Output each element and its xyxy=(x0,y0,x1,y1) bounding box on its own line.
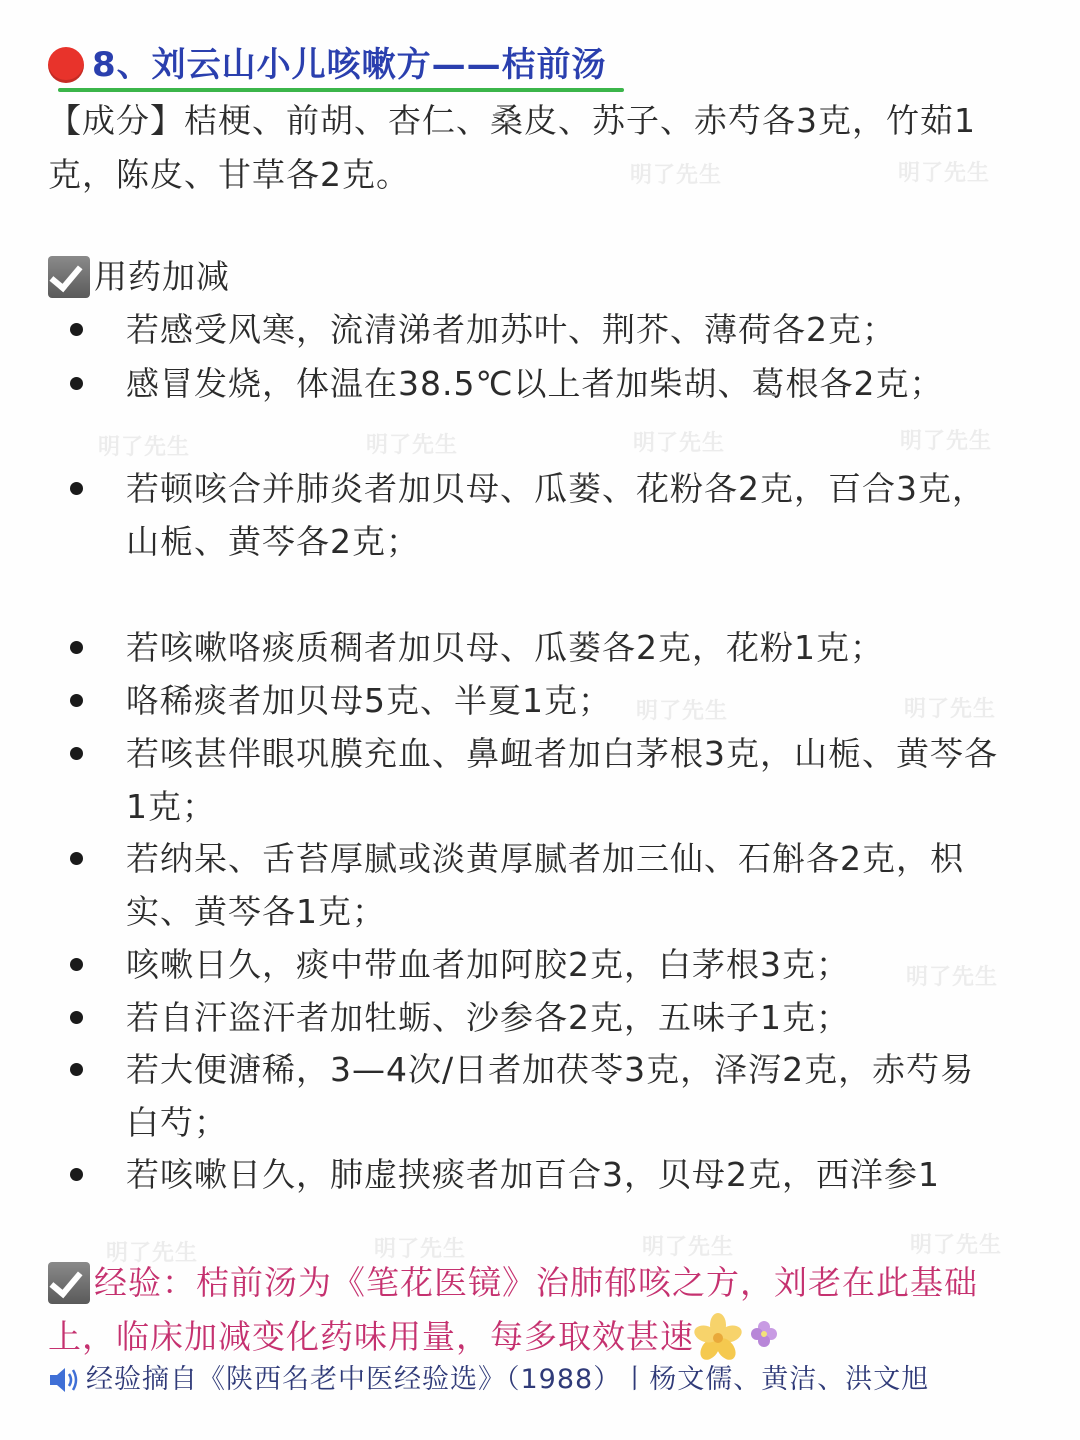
list-item-text: 若纳呆、舌苔厚腻或淡黄厚腻者加三仙、石斛各2克，枳实、黄芩各1克； xyxy=(126,839,964,931)
watermark: 明了先生 xyxy=(642,1235,735,1260)
ingredients-paragraph: 【成分】桔梗、前胡、杏仁、桑皮、苏子、赤芍各3克，竹茹1克，陈皮、甘草各2克。 xyxy=(48,101,976,194)
watermark: 明了先生 xyxy=(630,163,723,188)
watermark: 明了先生 xyxy=(898,161,991,186)
bullet-icon xyxy=(70,747,83,760)
watermark: 明了先生 xyxy=(374,1237,467,1262)
title-underline xyxy=(58,88,624,92)
watermark: 明了先生 xyxy=(636,699,729,724)
list-item-text: 感冒发烧，体温在38.5℃以上者加柴胡、葛根各2克； xyxy=(126,364,944,403)
list-item xyxy=(60,674,1020,727)
bullet-icon xyxy=(70,323,83,336)
list-item xyxy=(60,303,1020,356)
bullet-icon xyxy=(70,694,83,707)
watermark: 明了先生 xyxy=(106,1241,199,1266)
list-item-text: 咯稀痰者加贝母5克、半夏1克； xyxy=(126,681,612,720)
list-item xyxy=(60,621,1020,674)
watermark: 明了先生 xyxy=(98,435,191,460)
section-label: 用药加减 xyxy=(94,257,230,296)
watermark: 明了先生 xyxy=(906,965,999,990)
experience-block xyxy=(48,1256,1038,1364)
page-title: 8、刘云山小儿咳嗽方——桔前汤 xyxy=(92,45,607,85)
list-item-text: 若大便溏稀，3—4次/日者加茯苓3克，泽泻2克，赤芍易白芍； xyxy=(126,1050,975,1142)
list-item xyxy=(60,938,1020,991)
bullet-icon xyxy=(70,852,83,865)
bullet-icon xyxy=(70,482,83,495)
check-mark-icon xyxy=(48,1262,90,1304)
bullet-icon xyxy=(70,641,83,654)
list-item xyxy=(60,832,1020,938)
speaker-icon xyxy=(48,1365,82,1395)
watermark: 明了先生 xyxy=(633,431,726,456)
source-row xyxy=(48,1358,929,1402)
watermark: 明了先生 xyxy=(910,1233,1003,1258)
bullet-icon xyxy=(70,1168,83,1181)
list-item xyxy=(60,1148,1020,1201)
list-item-text: 若咳嗽日久，肺虚挟痰者加百合3，贝母2克，西洋参1 xyxy=(126,1155,940,1194)
list-item-text: 若自汗盗汗者加牡蛎、沙参各2克，五味子1克； xyxy=(126,998,850,1037)
watermark: 明了先生 xyxy=(900,429,993,454)
list-item-text: 咳嗽日久，痰中带血者加阿胶2克，白茅根3克； xyxy=(126,945,850,984)
watermark: 明了先生 xyxy=(904,697,997,722)
list-item-text: 若咳甚伴眼巩膜充血、鼻衄者加白茅根3克，山栀、黄芩各1克； xyxy=(126,734,998,826)
list-item-text: 若感受风寒，流清涕者加苏叶、荆芥、薄荷各2克； xyxy=(126,310,896,349)
experience-text: 经验：桔前汤为《笔花医镜》治肺郁咳之方，刘老在此基础上，临床加减变化药味用量，每多取效甚速 xyxy=(48,1263,978,1356)
list-item xyxy=(60,357,1020,410)
section-header xyxy=(48,250,230,304)
check-mark-icon xyxy=(48,256,90,298)
stop-sign-icon xyxy=(48,47,84,83)
watermark: 明了先生 xyxy=(366,433,459,458)
bullet-icon xyxy=(70,377,83,390)
list-item xyxy=(60,991,1020,1044)
list-item xyxy=(60,1043,1020,1149)
list-item xyxy=(60,462,1020,568)
bullet-icon xyxy=(70,1011,83,1024)
list-item-text: 若顿咳合并肺炎者加贝母、瓜蒌、花粉各2克，百合3克，山栀、黄芩各2克； xyxy=(126,469,986,561)
title-row xyxy=(48,40,607,90)
bullet-icon xyxy=(70,958,83,971)
list-item xyxy=(60,727,1020,833)
list-item-text: 若咳嗽咯痰质稠者加贝母、瓜蒌各2克，花粉1克； xyxy=(126,628,884,667)
source-text: 经验摘自《陕西名老中医经验选》（1988）丨杨文儒、黄洁、洪文旭 xyxy=(86,1364,930,1395)
bullet-icon xyxy=(70,1063,83,1076)
